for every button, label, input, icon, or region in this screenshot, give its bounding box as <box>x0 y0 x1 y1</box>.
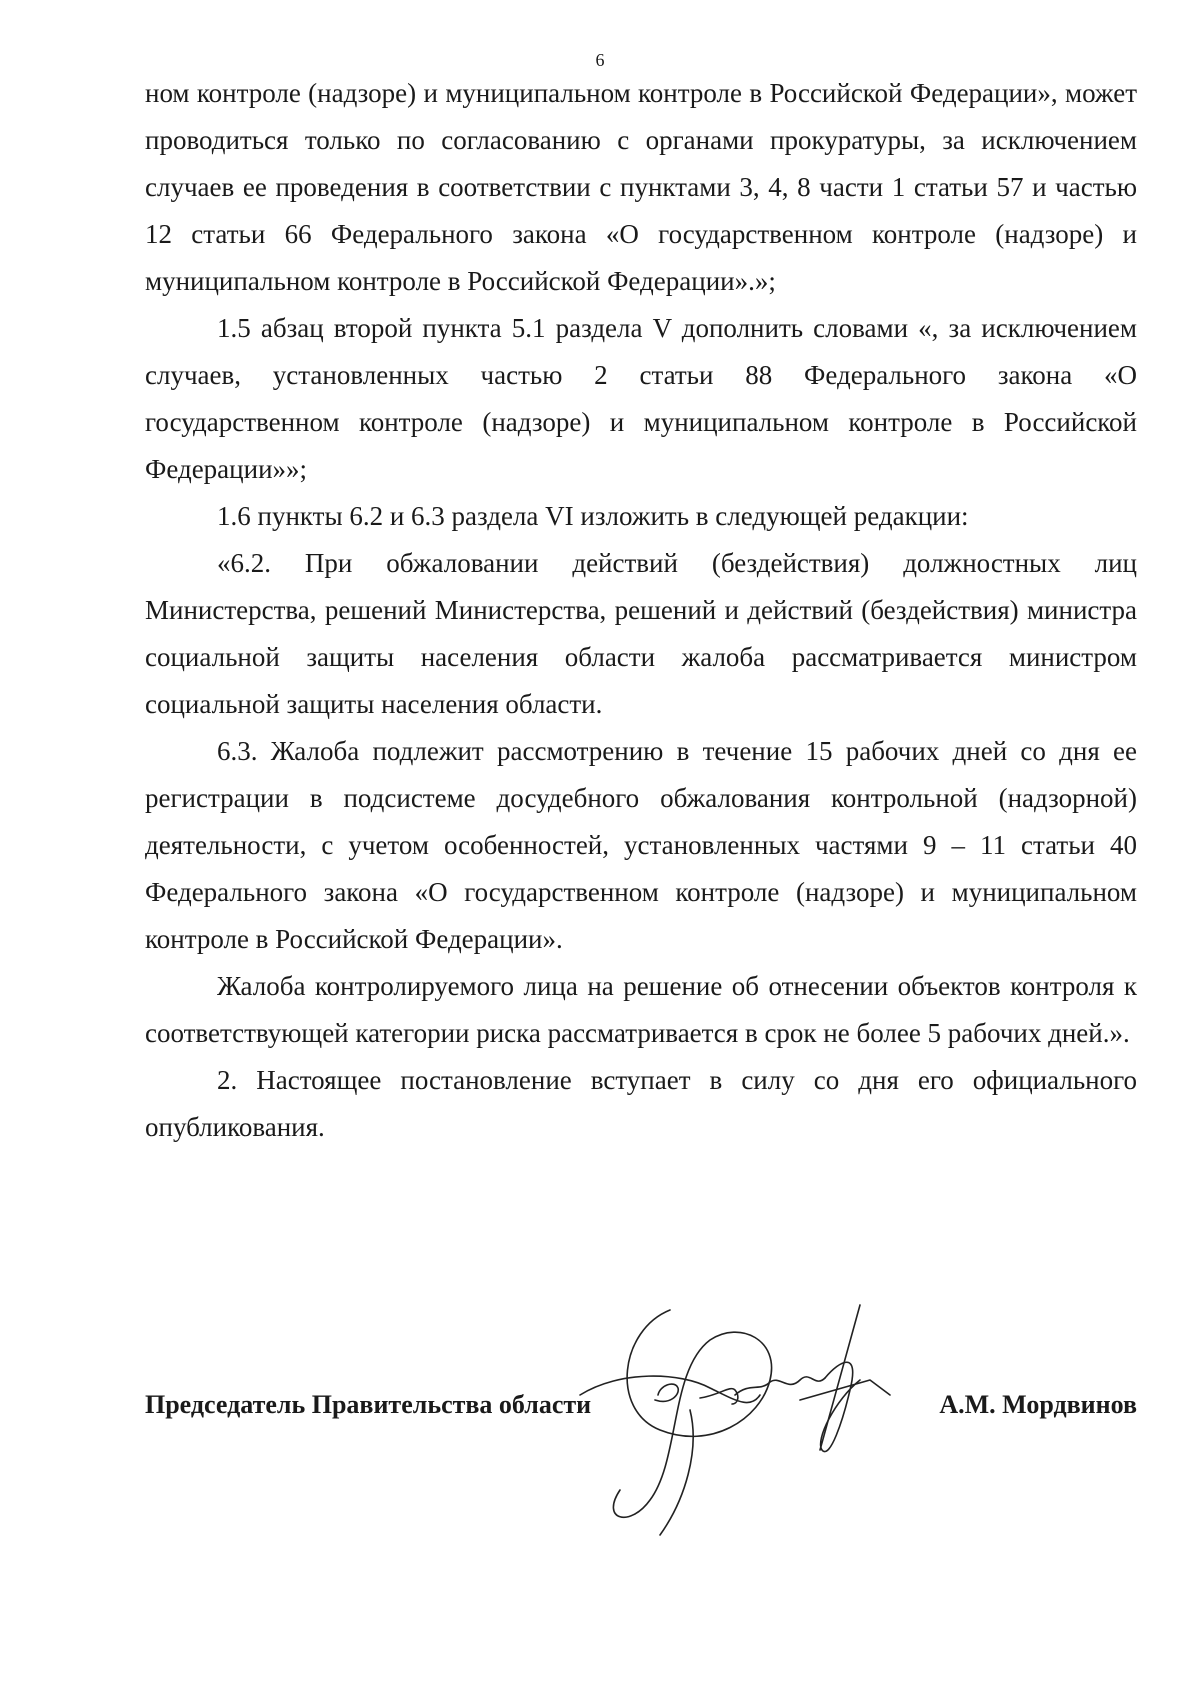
paragraph-clause-6-3: 6.3. Жалоба подлежит рассмотрению в течение 15 рабочих дней со дня ее регистрации в подсистеме досудебного обжалования контрольной (надзорной) деятельности, с учетом особенностей, установленных частями 9 – 11 статьи 40 Федерального закона «О государственном контроле (надзоре) и муниципальном контроле в Российской Федерации». <box>145 736 1137 954</box>
paragraph-clause-6-2: «6.2. При обжаловании действий (бездействия) должностных лиц Министерства, решений Министерства, решений и действий (бездействия) министра социальной защиты населения области жалоба рассматривается министром социальной защиты населения области. <box>145 548 1137 719</box>
paragraph-item-1-6: 1.6 пункты 6.2 и 6.3 раздела VI изложить в следующей редакции: <box>217 501 969 531</box>
paragraph-item-1-5: 1.5 абзац второй пункта 5.1 раздела V дополнить словами «, за исключением случаев, установленных частью 2 статьи 88 Федерального закона «О государственном контроле (надзоре) и муниципальном контроле в Российской Федерации»»; <box>145 313 1137 484</box>
paragraph-item-2: 2. Настоящее постановление вступает в силу со дня его официального опубликования. <box>145 1065 1137 1142</box>
document-body <box>145 70 1137 1151</box>
signatory-name: А.М. Мордвинов <box>939 1390 1137 1419</box>
paragraph-continuation: ном контроле (надзоре) и муниципальном контроле в Российской Федерации», может проводиться только по согласованию с органами прокуратуры, за исключением случаев ее проведения в соответствии с пунктами 3, 4, 8 части 1 статьи 57 и частью 12 статьи 66 Федерального закона «О государственном контроле (надзоре) и муниципальном контроле в Российской Федерации».»; <box>145 78 1137 296</box>
page-number: 6 <box>595 50 605 70</box>
handwritten-signature-icon <box>560 1300 960 1550</box>
paragraph-complaint-risk: Жалоба контролируемого лица на решение об отнесении объектов контроля к соответствующей категории риска рассматривается в срок не более 5 рабочих дней.». <box>145 971 1137 1048</box>
signatory-position: Председатель Правительства области <box>145 1390 592 1419</box>
